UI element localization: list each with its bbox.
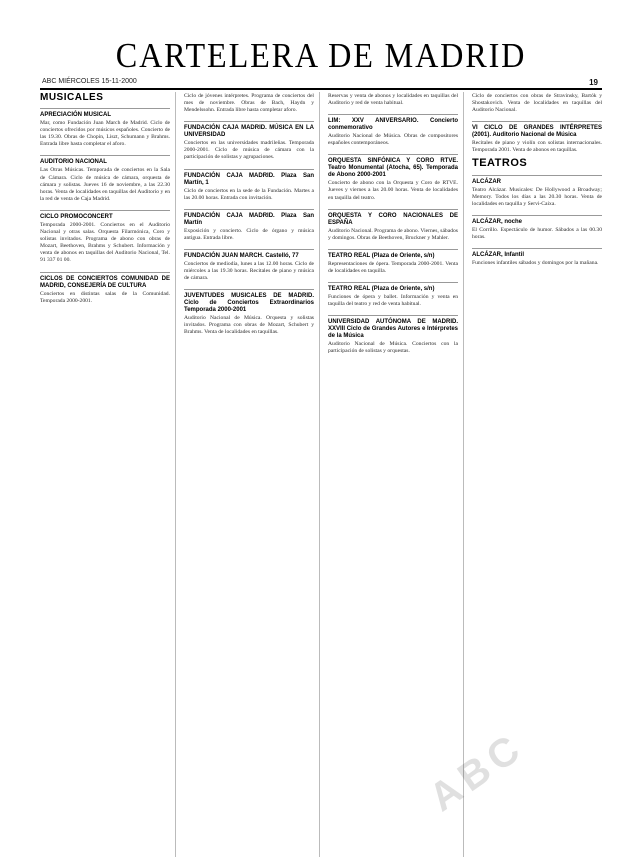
listing-columns xyxy=(40,92,602,857)
listing-text: Conciertos en distintas salas de la Comunidad. Temporada 2000-2001. xyxy=(40,290,170,304)
venue-heading: ALCÁZAR, Infantil xyxy=(472,248,602,259)
listing-text: Auditorio Nacional. Programa de abono. Viernes, sábados y domingos. Obras de Beethoven, Bruckner y Mahler. xyxy=(328,227,458,241)
venue-heading: ORQUESTA SINFÓNICA Y CORO RTVE. Teatro Monumental (Atocha, 65). Temporada de Abono 2000-2001 xyxy=(328,154,458,179)
listing-text: Funciones infantiles sábados y domingos por la mañana. xyxy=(472,260,599,267)
venue-heading: FUNDACIÓN CAJA MADRID. MÚSICA EN LA UNIVERSIDAD xyxy=(184,121,314,139)
listing-text: Conciertos de mediodía, lunes a las 12.00 horas. Ciclo de miércoles a las 19.30 horas. Recitales de piano y música de cámara. xyxy=(184,260,314,282)
header-rule xyxy=(40,88,602,90)
listing-text: Ciclo de conciertos en la sede de la Fundación. Martes a las 20.00 horas. Entrada con invitación. xyxy=(184,187,314,201)
listing-text: Ciclo de jóvenes intérpretes. Programa de conciertos del mes de noviembre. Obras de Bach, Haydn y Mendelssohn. Entrada libre hasta completar aforo. xyxy=(184,93,314,114)
column-2 xyxy=(184,92,320,857)
venue-heading: ORQUESTA Y CORO NACIONALES DE ESPAÑA xyxy=(328,209,458,227)
venue-heading: UNIVERSIDAD AUTÓNOMA DE MADRID. XXVIII Ciclo de Grandes Autores e Intérpretes de la Música xyxy=(328,315,458,340)
listing-text: Mar, como Fundación Juan March de Madrid. Ciclo de conciertos ofrecidos por músicos españoles. Concierto de las 19.30. Obras de Chopin, Liszt, Schumann y Brahms. Entrada libre hasta completar el aforo. xyxy=(40,120,170,148)
listing-text: El Corrillo. Espectáculo de humor. Sábados a las 00.30 horas. xyxy=(472,226,602,240)
dateline: ABC MIÉRCOLES 15-11-2000 xyxy=(42,78,137,85)
section-title: TEATROS xyxy=(472,157,528,170)
page-header xyxy=(40,32,602,87)
column-1 xyxy=(40,92,176,857)
listing-text: Concierto de abono con la Orquesta y Coro de RTVE. Jueves y viernes a las 20.00 horas. Venta de localidades en taquilla del teatro. xyxy=(328,180,458,201)
listing-text: Auditorio Nacional de Música. Obras de compositores españoles contemporáneos. xyxy=(328,133,458,147)
column-4 xyxy=(472,92,602,857)
venue-heading: JUVENTUDES MUSICALES DE MADRID. Ciclo de Conciertos Extraordinarios Temporada 2000-2001 xyxy=(184,289,314,314)
listing-text: Temporada 2000-2001. Conciertos en el Auditorio Nacional y otras salas. Orquesta Filarmónica, Coro y solistas invitados. Programa de abono con obras de Mozart, Beethoven, Brahms y Schubert. Información y venta de abonos en taquillas del Auditorio Nacional, Tel. 91 337 01 00. xyxy=(40,221,170,264)
listing-text: Reservas y venta de abonos y localidades en taquillas del Auditorio y red de venta habitual. xyxy=(328,93,458,107)
listing-text: Teatro Alcázar. Musicales: De Hollywood a Broadway; Memory. Todos los días a las 20.30 horas. Venta de localidades en taquilla y Servi-Caixa. xyxy=(472,186,602,207)
venue-heading: CICLOS DE CONCIERTOS COMUNIDAD DE MADRID, CONSEJERÍA DE CULTURA xyxy=(40,272,170,290)
venue-heading: FUNDACIÓN CAJA MADRID. Plaza San Martín, 1 xyxy=(184,169,314,187)
listing-text: Representaciones de ópera. Temporada 2000-2001. Venta de localidades en taquilla. xyxy=(328,260,458,274)
venue-heading: VI CICLO DE GRANDES INTÉRPRETES (2001). Auditorio Nacional de Música xyxy=(472,121,602,139)
listing-text: Auditorio Nacional de Música. Orquesta y solistas invitados. Programa con obras de Mozart, Schubert y Brahms. Venta de localidades en taquillas. xyxy=(184,315,314,336)
venue-heading: ALCÁZAR, noche xyxy=(472,215,602,226)
section-title: MUSICALES xyxy=(40,92,104,103)
masthead-title: CARTELERA DE MADRID xyxy=(115,36,527,75)
venue-heading: APRECIACIÓN MUSICAL xyxy=(40,108,170,119)
venue-heading: CICLO PROMOCONCERT xyxy=(40,210,170,221)
listing-text: Exposición y concierto. Ciclo de órgano y música antigua. Entrada libre. xyxy=(184,227,314,241)
venue-heading: FUNDACIÓN CAJA MADRID. Plaza San Martín xyxy=(184,209,314,227)
venue-heading: LIM: XXV ANIVERSARIO. Concierto conmemorativo xyxy=(328,114,458,132)
listing-text: Ciclo de conciertos con obras de Stravinsky, Bartók y Shostakovich. Venta de localidades en taquillas del Auditorio Nacional. xyxy=(472,93,602,114)
page-number: 19 xyxy=(589,78,598,87)
venue-heading: FUNDACIÓN JUAN MARCH. Castelló, 77 xyxy=(184,249,314,260)
listing-text: Las Otras Músicas. Temporada de conciertos en la Sala de Cámara. Ciclo de música de cámara, orquesta de cámara y solistas. Jueves 16 de noviembre, a las 22.30 horas. Venta de localidades en taquillas del Auditorio y en la red de venta de Caja Madrid. xyxy=(40,167,170,202)
listing-text: Conciertos en las universidades madrileñas. Temporada 2000-2001. Ciclo de música de cámara con la participación de solistas y agrupaciones. xyxy=(184,140,314,161)
listing-text: Recitales de piano y violín con solistas internacionales. Temporada 2001. Venta de abonos en taquillas. xyxy=(472,140,602,154)
venue-heading: TEATRO REAL (Plaza de Oriente, s/n) xyxy=(328,249,458,260)
venue-heading: TEATRO REAL (Plaza de Oriente, s/n) xyxy=(328,282,458,293)
listing-text: Auditorio Nacional de Música. Conciertos con la participación de solistas y orquestas. xyxy=(328,341,458,355)
column-3 xyxy=(328,92,464,857)
abc-watermark: ABC xyxy=(421,724,533,821)
listing-text: Funciones de ópera y ballet. Información y venta en taquilla del teatro y red de venta habitual. xyxy=(328,294,458,308)
venue-heading: ALCÁZAR xyxy=(472,175,602,186)
venue-heading: AUDITORIO NACIONAL xyxy=(40,155,170,166)
